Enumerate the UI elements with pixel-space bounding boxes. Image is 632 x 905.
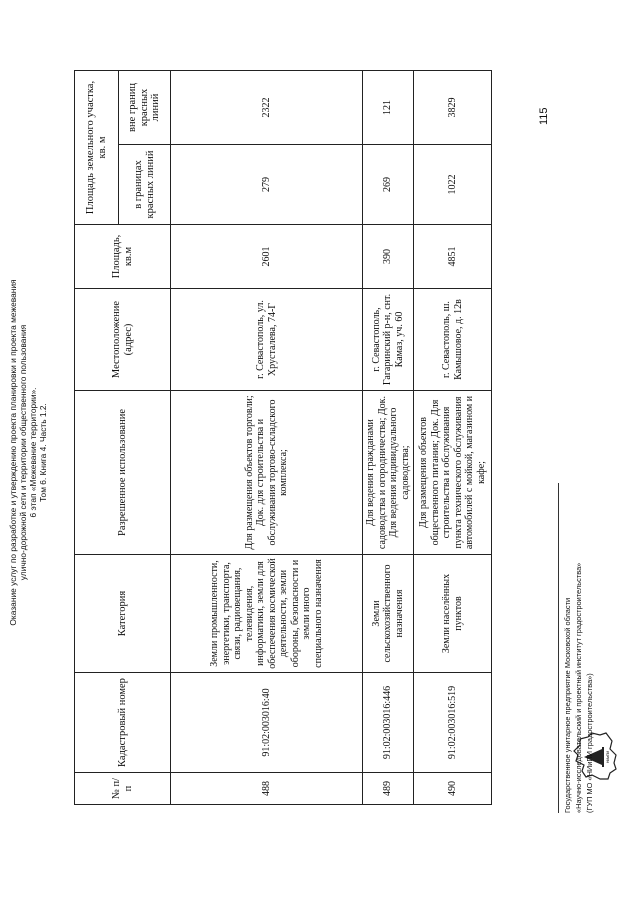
header-location: Местоположение (адрес) [75, 289, 171, 391]
cell-category: Земли сельскохозяйственного назначения [363, 555, 414, 673]
header-line-4: Том 6. Книга 4. Часть 1.2. [38, 403, 48, 502]
header-line-1: Оказание услуг по разработке и утверждению проекта планировки и проекта межевания [8, 279, 18, 626]
cell-category: Земли промышленности, энергетики, транспорта, связи, радиовещания, телевидения, информатики, земли для обеспечения космической деятельности, земли обороны, безопасности и земли иного специального назначения [171, 555, 363, 673]
header-usage: Разрешенное использование [75, 391, 171, 555]
cell-usage: Для размещения объектов торговли; Док. для строительства и обслуживания торгово-складского комплекса; [171, 391, 363, 555]
header-num: № п/п [75, 773, 171, 805]
footer [558, 483, 595, 813]
cell-num: 489 [363, 773, 414, 805]
table-row [414, 70, 492, 804]
cell-usage: Для размещения объектов общественного питания; Док. Для строительства и обслуживания пункта технического обслуживания автомобилей с мойкой, магазином и кафе; [414, 391, 492, 555]
logo-label: НИиПИ [606, 750, 610, 764]
cell-usage: Для ведения гражданами садоводства и огородничества; Док. Для ведения индивидуального садоводства; [363, 391, 414, 555]
document-header [8, 150, 48, 755]
cell-location: г. Севастополь, ул. Хрусталева, 74-Г [171, 289, 363, 391]
cell-num: 490 [414, 773, 492, 805]
header-cadastral: Кадастровый номер [75, 673, 171, 773]
land-plots-table [74, 70, 492, 805]
cell-outside: 121 [363, 70, 414, 144]
header-land-area: Площадь земельного участка, кв. м [75, 70, 119, 224]
footer-line-1: Государственное унитарное предприятие Московской области [563, 597, 572, 813]
header-line-2: улично-дорожной сети и территории общественного пользования [18, 324, 28, 581]
cell-inside: 1022 [414, 145, 492, 225]
cell-outside: 3829 [414, 70, 492, 144]
header-area: Площадь, кв.м [75, 225, 171, 289]
cell-area: 390 [363, 225, 414, 289]
cell-inside: 279 [171, 145, 363, 225]
cell-location: г. Севастополь, ш. Камышовое, д. 12в [414, 289, 492, 391]
footer-line-2: «Научно-исследовательский и проектный институт градостроительства» [574, 562, 583, 813]
header-outside: вне границ красных линий [119, 70, 171, 144]
footer-line-3: (ГУП МО «НИиПИ градостроительства») [585, 673, 594, 813]
table-header-row [75, 70, 119, 804]
cell-inside: 269 [363, 145, 414, 225]
header-line-3: 6 этап «Межевание территории». [28, 387, 38, 518]
header-inside: в границах красных линий [119, 145, 171, 225]
cell-area: 4851 [414, 225, 492, 289]
page-number: 115 [538, 107, 550, 125]
cell-location: г. Севастополь, Гагаринский р-н, снт. Камаз, уч. 60 [363, 289, 414, 391]
cell-category: Земли населённых пунктов [414, 555, 492, 673]
cell-num: 488 [171, 773, 363, 805]
table-row [363, 70, 414, 804]
cell-outside: 2322 [171, 70, 363, 144]
cell-cadastral: 91:02:003016:40 [171, 673, 363, 773]
cell-cadastral: 91:02:003016:446 [363, 673, 414, 773]
table-row [171, 70, 363, 804]
header-category: Категория [75, 555, 171, 673]
cell-cadastral: 91:02:003016:519 [414, 673, 492, 773]
cell-area: 2601 [171, 225, 363, 289]
